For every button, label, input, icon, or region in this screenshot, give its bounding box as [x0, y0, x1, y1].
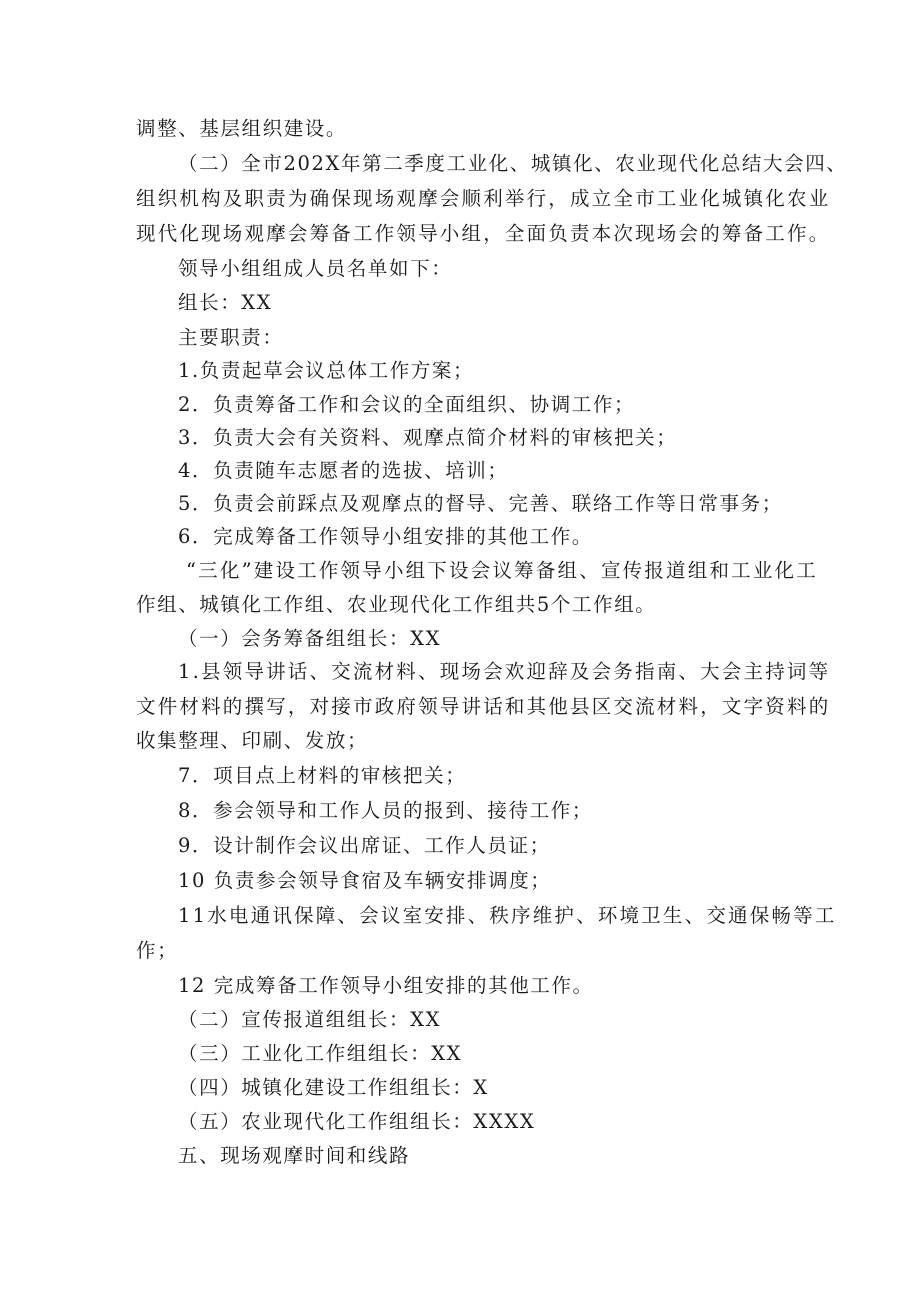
list-item: 10 负责参会领导食宿及车辆安排调度；	[178, 869, 552, 892]
section-heading: （二）宣传报道组组长：XX	[178, 1008, 442, 1031]
list-item: 5．负责会前踩点及观摩点的督导、完善、联络工作等日常事务；	[178, 492, 783, 515]
list-item: 1.负责起草会议总体工作方案；	[178, 359, 475, 382]
list-item: 4．负责随车志愿者的选拔、培训；	[178, 459, 509, 482]
text-line: 作；	[136, 939, 179, 962]
section-heading: （四）城镇化建设工作组组长：X	[178, 1076, 489, 1099]
section-heading: （三）工业化工作组组长：XX	[178, 1042, 463, 1065]
list-item: 3．负责大会有关资料、观摩点简介材料的审核把关；	[178, 426, 678, 449]
text-line: 文件材料的撰写，对接市政府领导讲话和其他县区交流材料，文字资料的	[136, 695, 831, 718]
text-line: （二）全市202X年第二季度工业化、城镇化、农业现代化总结大会四、	[178, 152, 848, 175]
text-line: 现代化现场观摩会筹备工作领导小组，全面负责本次现场会的筹备工作。	[136, 222, 831, 245]
text-line: 主要职责：	[178, 326, 284, 349]
section-heading: （一）会务筹备组组长：XX	[178, 627, 442, 650]
text-line: 收集整理、印刷、发放；	[136, 729, 369, 752]
text-line: 组长：XX	[178, 291, 273, 314]
text-line: 调整、基层组织建设。	[136, 117, 348, 140]
text-line: 组织机构及职责为确保现场观摩会顺利举行，成立全市工业化城镇化农业	[136, 187, 831, 210]
list-item: 9．设计制作会议出席证、工作人员证；	[178, 834, 551, 857]
list-item: 7．项目点上材料的审核把关；	[178, 764, 467, 787]
list-item: 1.县领导讲话、交流材料、现场会欢迎辞及会务指南、大会主持词等	[178, 660, 831, 683]
text-line: “三化”建设工作领导小组下设会议筹备组、宣传报道组和工业化工	[186, 559, 818, 582]
list-item: 6．完成筹备工作领导小组安排的其他工作。	[178, 525, 593, 548]
list-item: 11水电通讯保障、会议室安排、秩序维护、环境卫生、交通保畅等工	[178, 904, 837, 927]
section-heading: （五）农业现代化工作组组长：XXXX	[178, 1110, 536, 1133]
text-line: 领导小组组成人员名单如下：	[178, 257, 453, 280]
list-item: 12 完成筹备工作领导小组安排的其他工作。	[178, 974, 594, 997]
list-item: 2．负责筹备工作和会议的全面组织、协调工作；	[178, 393, 636, 416]
section-heading: 五、现场观摩时间和线路	[178, 1144, 411, 1167]
text-line: 作组、城镇化工作组、农业现代化工作组共5个工作组。	[136, 593, 657, 616]
list-item: 8．参会领导和工作人员的报到、接待工作；	[178, 799, 593, 822]
